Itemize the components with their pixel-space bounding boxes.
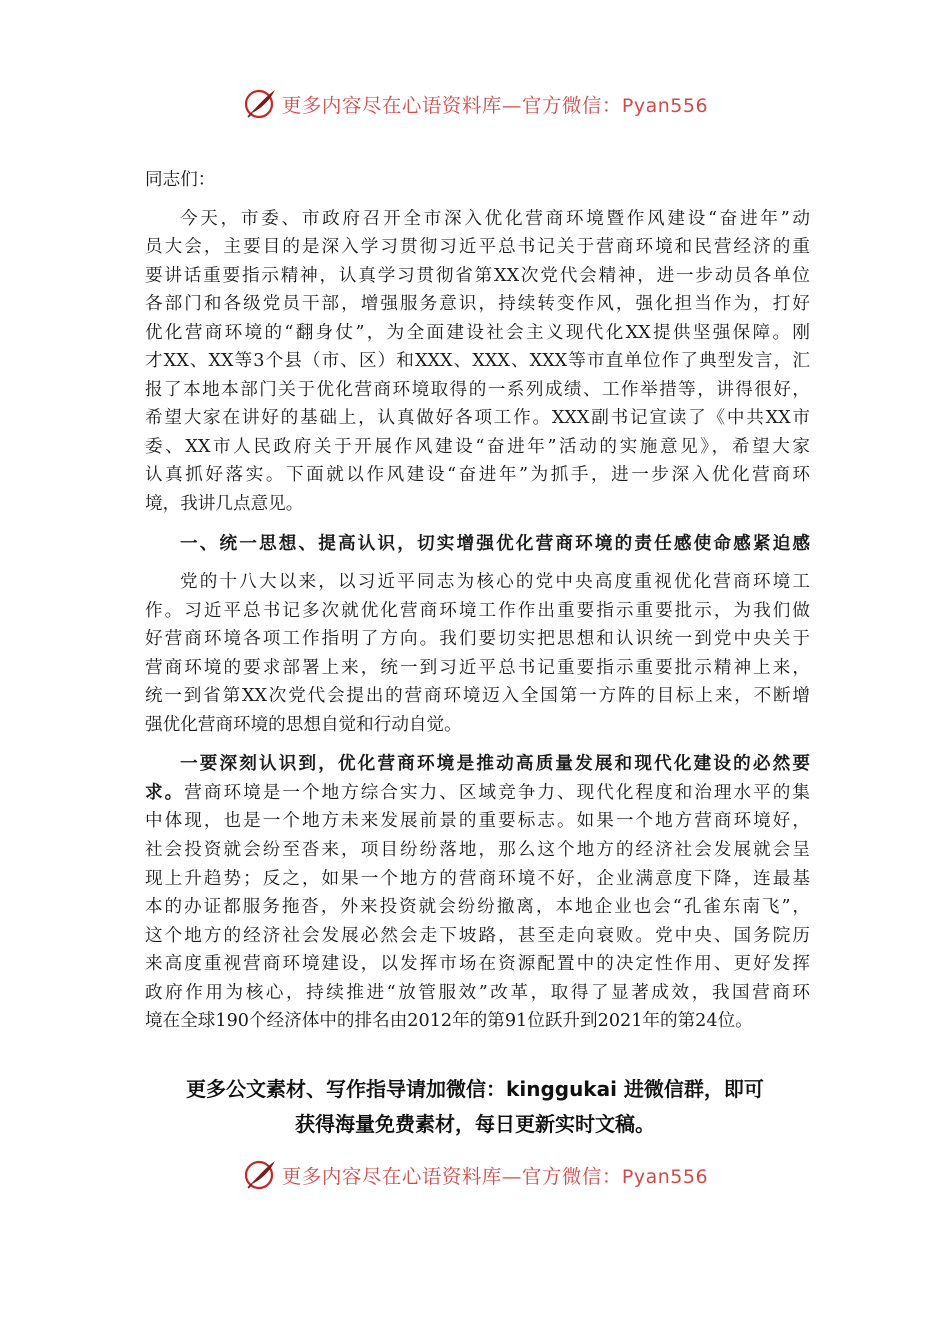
text-line: 本的办证都服务拖沓，外来投资就会纷纷撤离，本地企业也会“孔雀东南飞”，: [145, 897, 810, 918]
section-heading: 一、统一思想、提高认识，切实增强优化营商环境的责任感使命感紧迫感: [180, 532, 810, 554]
text-line: 优化营商环境的“翻身仗”，为全面建设社会主义现代化XX提供坚强保障。刚: [145, 322, 810, 343]
bold-lead-line: 一要深刻认识到，优化营商环境是推动高质量发展和现代化建设的必然要: [180, 753, 810, 775]
text-line: 作。习近平总书记多次就优化营商环境工作作出重要指示重要批示，为我们做: [145, 600, 810, 621]
text-line: 社会投资就会纷至沓来，项目纷纷落地，那么这个地方的经济社会发展就会呈: [145, 840, 810, 861]
section1-paragraph: [145, 568, 810, 739]
text-line: 这个地方的经济社会发展必然会走下坡路，甚至走向衰败。党中央、国务院历: [145, 925, 810, 946]
greeting: 同志们：: [145, 170, 216, 190]
text-line: 来高度重视营商环境建设，以发挥市场在资源配置中的决定性作用、更好发挥: [145, 954, 810, 975]
promo-line-1: 更多公文素材、写作指导请加微信：kinggukai 进微信群，即可: [186, 1077, 764, 1101]
text-run: 营商环境是一个地方综合实力、区域竞争力、现代化程度和治理水平的集: [184, 782, 810, 803]
text-line: 员大会，主要目的是深入学习贯彻习近平总书记关于营商环境和民营经济的重: [145, 237, 810, 258]
promo-line-2: 获得海量免费素材，每日更新实时文稿。: [295, 1112, 655, 1136]
text-line: [145, 779, 810, 808]
text-line: 才XX、XX等3个县（市、区）和XXX、XXX、XXX等市直单位作了典型发言，汇: [145, 351, 810, 372]
text-line: 希望大家在讲好的基础上，认真做好各项工作。XXX副书记宣读了《中共XX市: [145, 408, 810, 429]
bold-lead-end: 求。: [145, 781, 185, 803]
intro-paragraph: [145, 205, 810, 519]
text-line: 报了本地本部门关于优化营商环境取得的一系列成绩、工作举措等，讲得很好，: [145, 379, 810, 400]
text-line: 境在全球190个经济体中的排名由2012年的第91位跃升到2021年的第24位。: [145, 1011, 753, 1032]
text-line: 要讲话重要指示精神，认真学习贯彻省第XX次党代会精神，进一步动员各单位: [145, 265, 810, 286]
text-line: 今天，市委、市政府召开全市深入优化营商环境暨作风建设“奋进年”动: [180, 208, 810, 229]
text-line: 现上升趋势；反之，如果一个地方的营商环境不好，企业满意度下降，连最基: [145, 868, 810, 889]
text-line: 中体现，也是一个地方未来发展前景的重要标志。如果一个地方营商环境好，: [145, 811, 810, 832]
text-line: 党的十八大以来，以习近平同志为核心的党中央高度重视优化营商环境工: [180, 572, 810, 593]
text-line: 政府作用为核心，持续推进“放管服效”改革，取得了显著成效，我国营商环: [145, 982, 810, 1003]
text-line: 各部门和各级党员干部，增强服务意识，持续转变作风，强化担当作为，打好: [145, 294, 810, 315]
text-line: 认真抓好落实。下面就以作风建设“奋进年”为抓手，进一步深入优化营商环: [145, 465, 810, 486]
header-text: 更多内容尽在心语资料库—官方微信：Pyan556: [281, 94, 709, 117]
header-banner: [0, 84, 950, 124]
footer-banner: [0, 1155, 950, 1195]
quill-logo-icon: [242, 1157, 278, 1193]
text-line: 强优化营商环境的思想自觉和行动自觉。: [145, 714, 462, 735]
text-line: 统一到省第XX次党代会提出的营商环境迈入全国第一方阵的目标上来，不断增: [145, 686, 810, 707]
text-line: 委、XX市人民政府关于开展作风建设“奋进年”活动的实施意见》，希望大家: [145, 436, 810, 457]
document-body: [145, 166, 810, 1036]
text-line: 境，我讲几点意见。: [145, 494, 304, 515]
text-line: 好营商环境各项工作指明了方向。我们要切实把思想和认识统一到党中央关于: [145, 629, 810, 650]
point1-paragraph: [145, 750, 810, 1035]
quill-logo-icon: [242, 86, 278, 122]
footer-text: 更多内容尽在心语资料库—官方微信：Pyan556: [281, 1165, 709, 1188]
text-line: 营商环境的要求部署上来，统一到习近平总书记重要指示重要批示精神上来，: [145, 657, 810, 678]
